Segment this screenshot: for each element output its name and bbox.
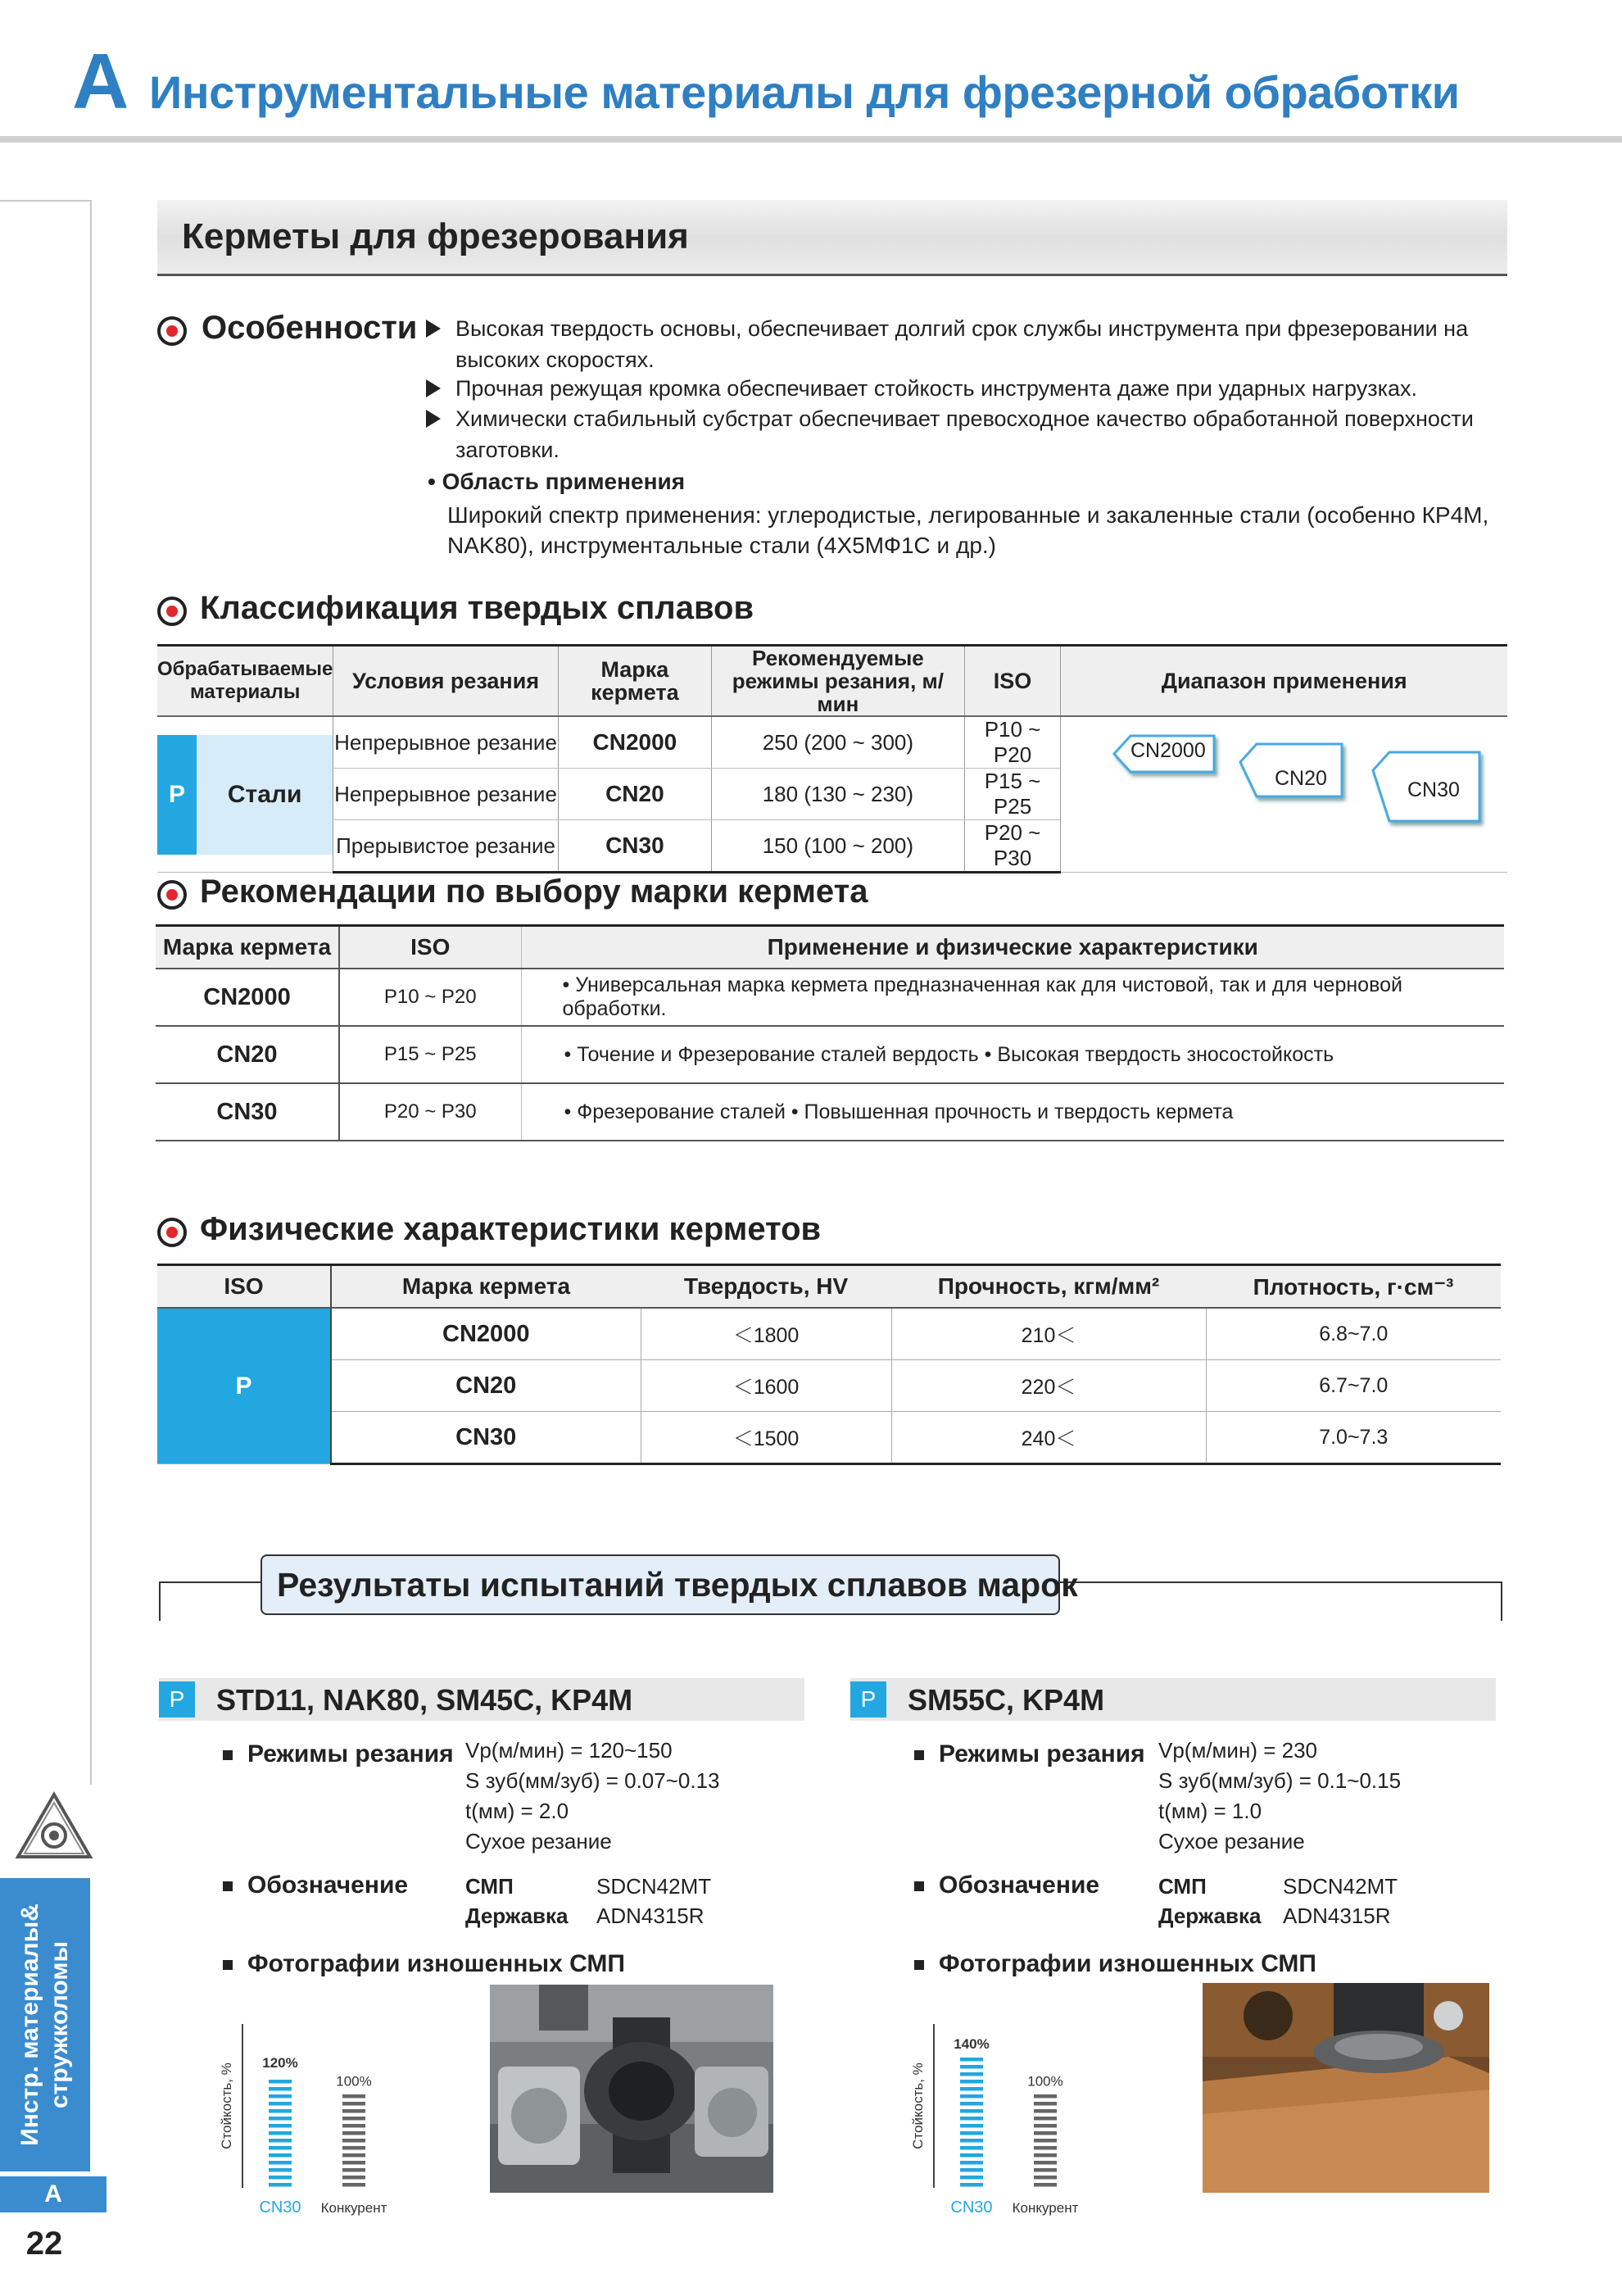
col-header: Условия резания	[333, 646, 558, 717]
speed: 250 (200 ~ 300)	[712, 716, 965, 769]
test-title: SM55C, KP4M	[908, 1683, 1105, 1717]
grade: CN2000	[156, 969, 339, 1026]
material-code: P	[157, 735, 197, 855]
chapter-letter: A	[72, 38, 129, 125]
col-header: Применение и физические характеристики	[521, 926, 1504, 969]
header-rule	[0, 136, 1622, 143]
sidebar-tab-label: Инстр. материалы& стружколомы	[16, 1904, 73, 2146]
table-row	[156, 969, 1504, 1026]
col-header: Марка кермета	[558, 646, 711, 717]
table-row	[157, 1360, 1501, 1412]
col-header: Марка кермета	[331, 1265, 641, 1309]
table-header-row	[156, 926, 1504, 969]
speed: 150 (100 ~ 200)	[712, 820, 965, 873]
iso: P15 ~ P25	[964, 769, 1061, 820]
recommendations-table	[156, 924, 1504, 1141]
page-title: Инструментальные материалы для фрезерной обработки	[149, 66, 1460, 118]
range-label-cn2000: CN2000	[1130, 739, 1206, 762]
target-bullet-icon	[157, 316, 187, 346]
col-header: Марка кермета	[156, 926, 339, 969]
density: 6.8~7.0	[1206, 1308, 1501, 1360]
classification-heading: Классификация твердых сплавов	[200, 590, 754, 626]
bar-Конкурент	[342, 2094, 365, 2187]
grade: CN2000	[331, 1308, 641, 1360]
col-header: Плотность, г·см⁻³	[1206, 1265, 1501, 1309]
sidebar-frame	[0, 200, 92, 1785]
category-label: CN30	[259, 2198, 301, 2217]
grade: CN20	[331, 1360, 641, 1412]
photos-label: Фотографии изношенных СМП	[939, 1950, 1316, 1977]
section-title: Керметы для фрезерования	[182, 216, 689, 256]
feature-item: Высокая твердость основы, обеспечивает долгий срок службы инструмента при фрезеровании на высоких скоростях.	[426, 313, 1532, 375]
page-number: 22	[25, 2226, 63, 2262]
square-bullet-icon	[223, 1750, 233, 1760]
grade: CN20	[558, 769, 711, 820]
iso-group: P	[157, 1308, 331, 1464]
table-header-row	[157, 1265, 1501, 1309]
table-header-row	[157, 646, 1507, 717]
square-bullet-icon	[914, 1750, 924, 1760]
holder-value: ADN4315R	[596, 1904, 705, 1928]
mode-line: Vр(м/мин) = 120~150	[465, 1738, 673, 1763]
application: • Фрезерование сталей • Повышенная прочность и твердость кермета	[521, 1083, 1504, 1141]
holder-value: ADN4315R	[1283, 1904, 1391, 1928]
square-bullet-icon	[223, 1960, 233, 1970]
results-title-box	[261, 1554, 1078, 1615]
smp-label: СМП	[465, 1874, 514, 1899]
iso: P20 ~ P30	[964, 820, 1061, 873]
table-row	[156, 1083, 1504, 1141]
grade: CN20	[156, 1026, 339, 1083]
range-label-cn30: CN30	[1407, 778, 1460, 801]
bar-CN30	[269, 2080, 292, 2187]
test-header	[159, 1678, 804, 1721]
bar-Конкурент	[1034, 2094, 1057, 2187]
cut-condition: Непрерывное резание	[333, 716, 558, 769]
smp-value: SDCN42MT	[1283, 1874, 1398, 1899]
recommendations-heading: Рекомендации по выбору марки кермета	[200, 873, 868, 910]
iso: P15 ~ P25	[339, 1026, 521, 1083]
triangle-bullet-icon	[426, 320, 441, 338]
col-header: ISO	[339, 926, 521, 969]
col-header: Обрабатываемые материалы	[157, 646, 333, 717]
smp-value: SDCN42MT	[596, 1874, 712, 1899]
table-row	[156, 1026, 1504, 1083]
mode-line: Сухое резание	[465, 1829, 612, 1854]
col-header: Рекомендуемые режимы резания, м/мин	[712, 646, 965, 717]
feature-item: Химически стабильный субстрат обеспечивает превосходное качество обработанной поверхности заготовки.	[426, 403, 1532, 465]
cut-condition: Прерывистое резание	[333, 820, 558, 873]
bar-value-label: 100%	[1027, 2073, 1063, 2090]
holder-label: Державка	[465, 1904, 569, 1928]
col-header: ISO	[157, 1265, 331, 1309]
density: 6.7~7.0	[1206, 1360, 1501, 1412]
target-bullet-icon	[157, 597, 187, 626]
results-title: Результаты испытаний твердых сплавов марок	[277, 1566, 1078, 1604]
hardness: ＜1800	[641, 1308, 891, 1360]
mode-line: t(мм) = 1.0	[1158, 1799, 1262, 1823]
range-label-cn20: CN20	[1275, 767, 1327, 790]
col-header: Диапазон применения	[1061, 646, 1507, 717]
test-title: STD11, NAK80, SM45C, KP4M	[216, 1683, 633, 1717]
designation-label: Обозначение	[939, 1872, 1100, 1899]
iso: P10 ~ P20	[964, 716, 1061, 769]
speed: 180 (130 ~ 230)	[712, 769, 965, 820]
application: • Точение и Фрезерование сталей вердость • Высокая твердость зносостойкость	[521, 1026, 1504, 1083]
table-row	[157, 1308, 1501, 1360]
durability-chart	[210, 1999, 406, 2221]
designation-label: Обозначение	[247, 1872, 409, 1899]
bar-value-label: 100%	[336, 2073, 372, 2090]
category-label: Конкурент	[320, 2200, 387, 2216]
application: • Универсальная марка кермета предназначенная как для чистовой, так и для черновой обработки.	[521, 969, 1504, 1026]
col-header: Прочность, кгм/мм²	[891, 1265, 1206, 1309]
test-code: P	[159, 1681, 195, 1717]
smp-label: СМП	[1158, 1874, 1207, 1899]
holder-label: Державка	[1158, 1904, 1262, 1928]
sidebar-chapter-tab[interactable]	[0, 1878, 90, 2171]
sidebar-letter: A	[0, 2176, 106, 2212]
target-bullet-icon	[157, 880, 187, 910]
strength: 240＜	[891, 1412, 1206, 1464]
insert-logo-icon	[15, 1791, 93, 1860]
col-header: ISO	[964, 646, 1061, 717]
square-bullet-icon	[223, 1881, 233, 1891]
application-area-text: Широкий спектр применения: углеродистые, легированные и закаленные стали (особенно КР4М, NAK80), инструментальные стали (4Х5МФ1С и др.)	[447, 502, 1489, 558]
target-bullet-icon	[157, 1218, 187, 1247]
triangle-bullet-icon	[426, 410, 441, 428]
hardness: ＜1500	[641, 1412, 891, 1464]
feature-item: Прочная режущая кромка обеспечивает стойкость инструмента даже при ударных нагрузках.	[426, 373, 1532, 404]
physical-table	[157, 1264, 1501, 1465]
section-title-bar	[157, 200, 1507, 276]
mode-line: t(мм) = 2.0	[465, 1799, 569, 1823]
worn-insert-photo	[490, 1985, 773, 2193]
triangle-bullet-icon	[426, 379, 441, 397]
grade: CN2000	[558, 716, 711, 769]
bar-CN30	[960, 2058, 983, 2187]
strength: 220＜	[891, 1360, 1206, 1412]
density: 7.0~7.3	[1206, 1412, 1501, 1464]
square-bullet-icon	[914, 1881, 924, 1891]
bar-value-label: 140%	[954, 2036, 990, 2052]
modes-label: Режимы резания	[247, 1740, 454, 1767]
physical-heading: Физические характеристики керметов	[200, 1211, 822, 1247]
application-area-title: • Область применения	[428, 469, 686, 494]
features-heading: Особенности	[202, 310, 418, 346]
mode-line: Vр(м/мин) = 230	[1158, 1738, 1317, 1763]
y-axis-label: Стойкость, %	[910, 2062, 926, 2149]
mode-line: S зуб(мм/зуб) = 0.1~0.15	[1158, 1768, 1402, 1793]
strength: 210＜	[891, 1308, 1206, 1360]
square-bullet-icon	[914, 1960, 924, 1970]
table-row	[157, 1412, 1501, 1464]
grade: CN30	[331, 1412, 641, 1464]
durability-chart	[901, 1999, 1098, 2221]
photos-label: Фотографии изношенных СМП	[247, 1950, 625, 1977]
material-name: Стали	[197, 735, 333, 855]
cut-condition: Непрерывное резание	[333, 769, 558, 820]
iso: P20 ~ P30	[339, 1083, 521, 1141]
category-label: CN30	[950, 2198, 993, 2217]
modes-label: Режимы резания	[939, 1740, 1145, 1767]
grade: CN30	[156, 1083, 339, 1141]
hardness: ＜1600	[641, 1360, 891, 1412]
iso: P10 ~ P20	[339, 969, 521, 1026]
test-code: P	[850, 1681, 886, 1717]
mode-line: S зуб(мм/зуб) = 0.07~0.13	[465, 1768, 720, 1793]
test-header	[850, 1678, 1496, 1721]
mode-line: Сухое резание	[1158, 1829, 1305, 1854]
category-label: Конкурент	[1012, 2200, 1079, 2216]
col-header: Твердость, HV	[641, 1265, 891, 1309]
grade: CN30	[558, 820, 711, 873]
worn-insert-photo	[1203, 1983, 1489, 2193]
bar-value-label: 120%	[262, 2054, 298, 2071]
y-axis-label: Стойкость, %	[219, 2062, 234, 2149]
